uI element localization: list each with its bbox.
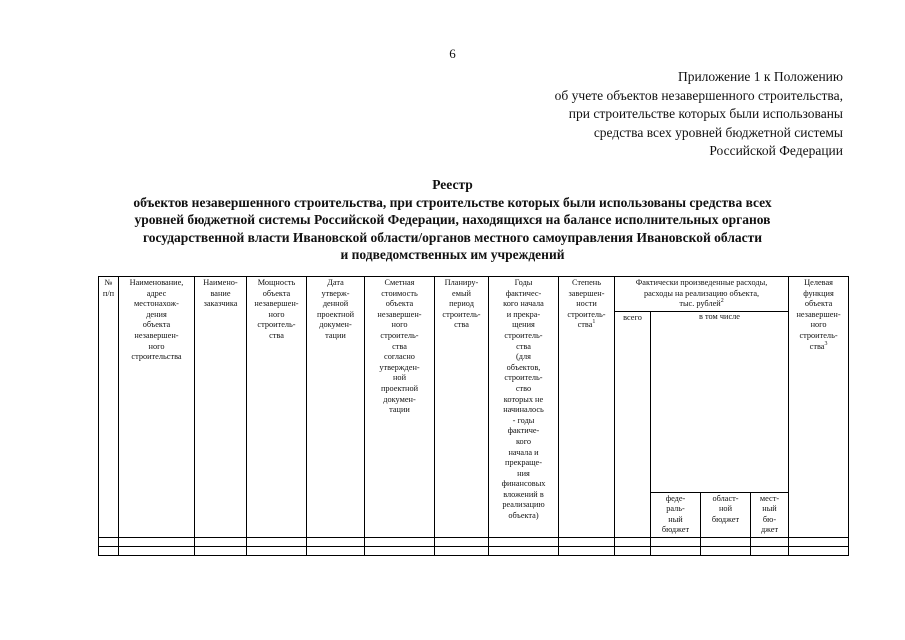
header-planned-period: Планиру- емый период строитель- ства	[435, 277, 489, 538]
header-actual-expenses	[615, 277, 789, 312]
appendix-line: Приложение 1 к Положению	[677, 69, 843, 84]
page-number: 6	[449, 46, 456, 61]
header-target-function	[789, 277, 849, 538]
header-capacity: Мощность объекта незавершен- ного строитель- ства	[247, 277, 307, 538]
header-approval-date: Дата утверж- денной проектной докумен- тации	[307, 277, 365, 538]
header-name: Наименование, адрес местонахож- дения объекта незавершен- ного строительства	[119, 277, 195, 538]
title-line: уровней бюджетной системы Российской Федерации, находящихся на балансе исполнительных органов	[134, 212, 771, 227]
header-customer: Наимено- вание заказчика	[195, 277, 247, 538]
header-target-function-text: Целевая функция объекта незавершен- ного строитель- ства	[796, 278, 841, 351]
appendix-line: Российской Федерации	[709, 143, 843, 158]
header-actual-expenses-text: Фактически произведенные расходы, расходы на реализацию объекта, тыс. рублей	[635, 278, 768, 309]
header-including: в том числе	[651, 311, 789, 492]
table-row	[99, 547, 849, 556]
registry-table	[98, 276, 849, 556]
header-local: мест- ный бю- джет	[751, 492, 789, 537]
header-actual-years: Годы фактичес- кого начала и прекра- щения строитель- ства (для объектов, строитель- ство которых не начиналось - годы фактиче- кого начала и прекраще- ния финансовых вложений в реализацию объекта)	[489, 277, 559, 538]
header-completion-text: Степень завершен- ности строитель- ства	[567, 278, 606, 330]
header-federal: феде- раль- ный бюджет	[651, 492, 701, 537]
appendix-line: средства всех уровней бюджетной системы	[593, 124, 843, 140]
title-line: объектов незавершенного строительства, при строительстве которых были использованы средства всех	[133, 194, 772, 210]
header-regional: област- ной бюджет	[701, 492, 751, 537]
footnote-mark: 1	[592, 319, 596, 326]
document-title	[60, 176, 845, 264]
header-total: всего	[615, 311, 651, 537]
appendix-line: при строительстве которых были использованы	[568, 106, 843, 121]
title-line: государственной власти Ивановской области/органов местного самоуправления Ивановской области	[142, 229, 763, 245]
footnote-mark: 2	[720, 298, 724, 305]
header-num: № п/п	[99, 277, 119, 538]
appendix-note	[555, 68, 843, 161]
title-line: и подведомственных им учреждений	[340, 247, 565, 262]
header-completion	[559, 277, 615, 538]
appendix-line: об учете объектов незавершенного строительства,	[554, 87, 843, 103]
header-estimated-cost: Сметная стоимость объекта незавершен- ного строитель- ства согласно утвержден- ной проектной докумен- тации	[365, 277, 435, 538]
table-row	[99, 538, 849, 547]
title-line: Реестр	[432, 177, 473, 192]
footnote-mark: 3	[824, 340, 828, 347]
